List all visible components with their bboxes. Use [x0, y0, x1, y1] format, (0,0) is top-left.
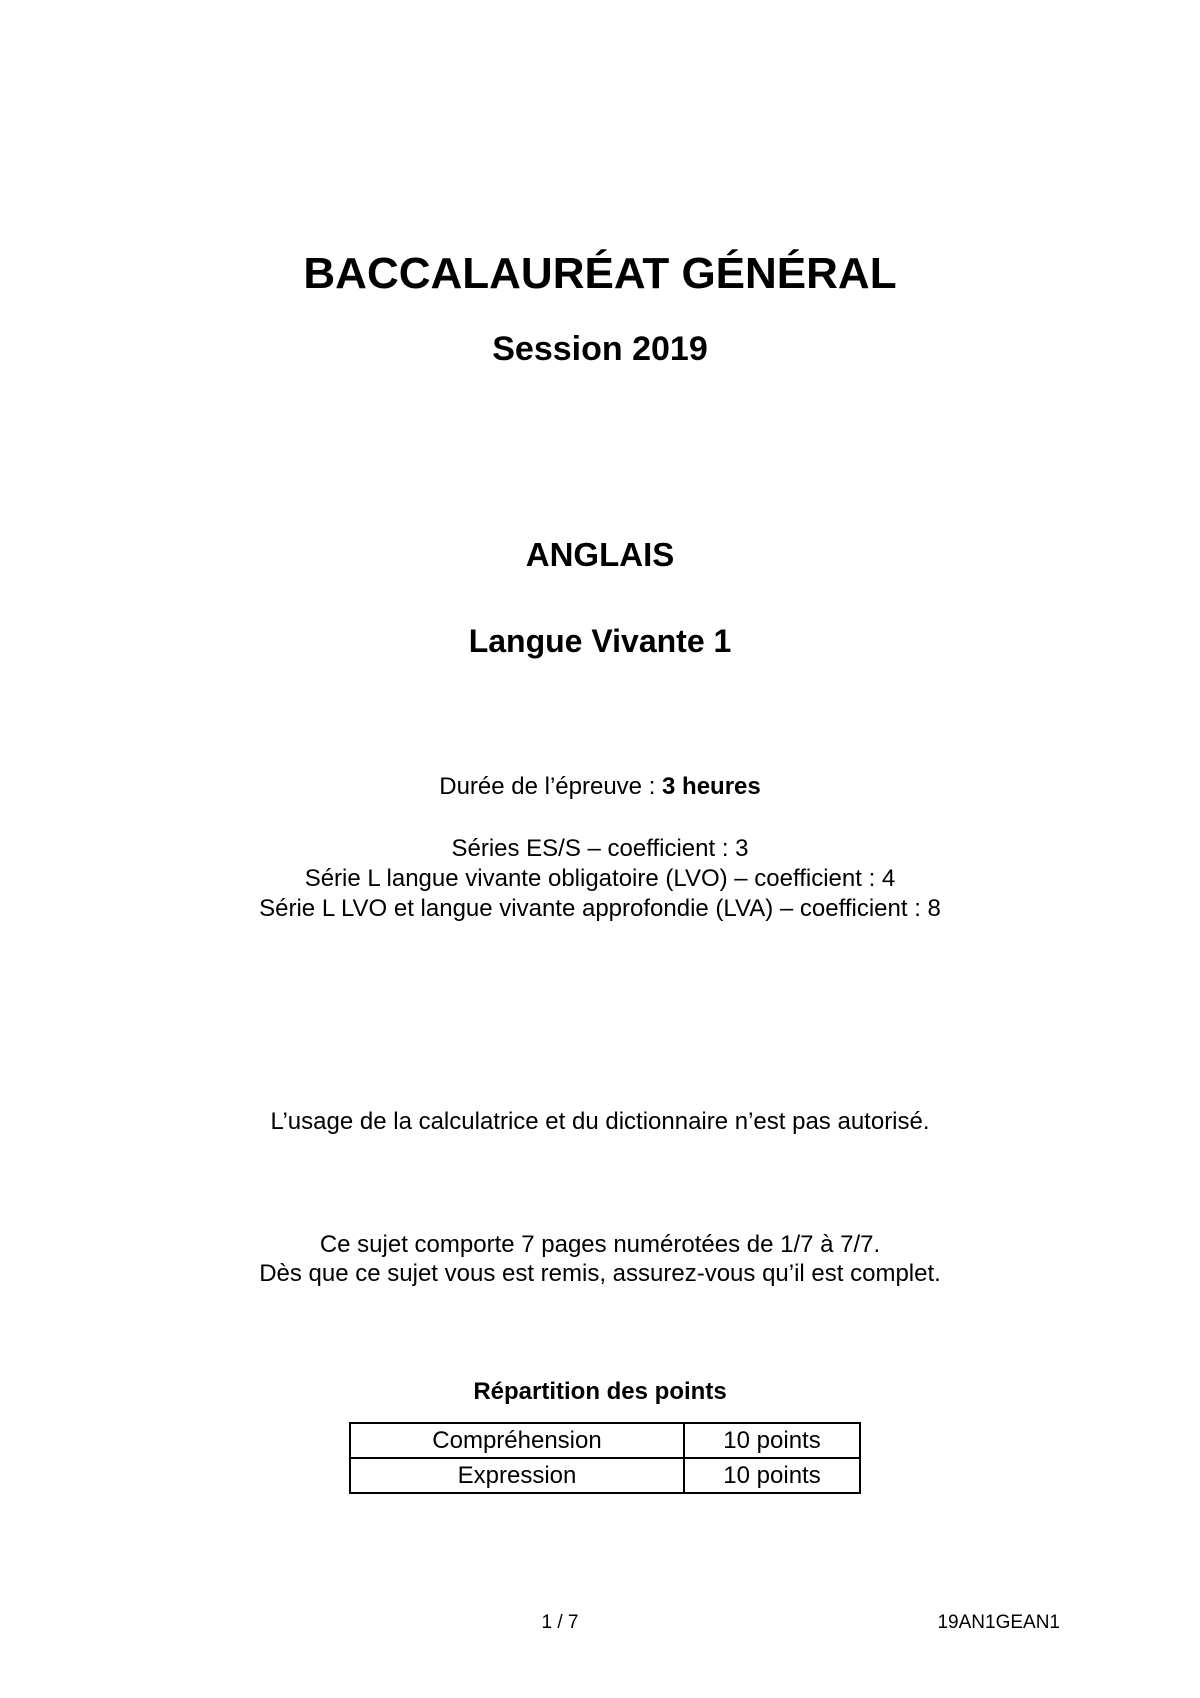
exam-duration — [0, 775, 1200, 799]
page-number: 1 / 7 — [541, 1612, 579, 1633]
table-row — [350, 1423, 860, 1458]
subject-name: ANGLAIS — [525, 536, 675, 573]
completeness-notice: Dès que ce sujet vous est remis, assurez-vous qu’il est complet. — [259, 1260, 941, 1287]
series-coefficient-1: Séries ES/S – coefficient : 3 — [451, 835, 749, 862]
section-cell: Expression — [350, 1458, 684, 1493]
series-coefficient-3: Série L LVO et langue vivante approfondie (LVA) – coefficient : 8 — [259, 895, 941, 922]
session-year: Session 2019 — [492, 330, 708, 368]
document-code: 19AN1GEAN1 — [937, 1612, 1060, 1633]
language-level: Langue Vivante 1 — [468, 623, 732, 659]
exam-title: BACCALAURÉAT GÉNÉRAL — [303, 249, 897, 298]
points-cell: 10 points — [684, 1458, 860, 1493]
duration-value: 3 heures — [662, 773, 761, 800]
points-cell: 10 points — [684, 1423, 860, 1458]
series-coefficient-2: Série L langue vivante obligatoire (LVO) – coefficient : 4 — [304, 865, 896, 892]
section-cell: Compréhension — [350, 1423, 684, 1458]
usage-notice: L’usage de la calculatrice et du dictionnaire n’est pas autorisé. — [270, 1108, 930, 1135]
points-distribution-table — [349, 1422, 861, 1494]
table-row — [350, 1458, 860, 1493]
duration-label: Durée de l’épreuve : — [439, 773, 663, 800]
points-distribution-title: Répartition des points — [473, 1378, 727, 1405]
page-count-notice: Ce sujet comporte 7 pages numérotées de 1/7 à 7/7. — [319, 1231, 881, 1258]
